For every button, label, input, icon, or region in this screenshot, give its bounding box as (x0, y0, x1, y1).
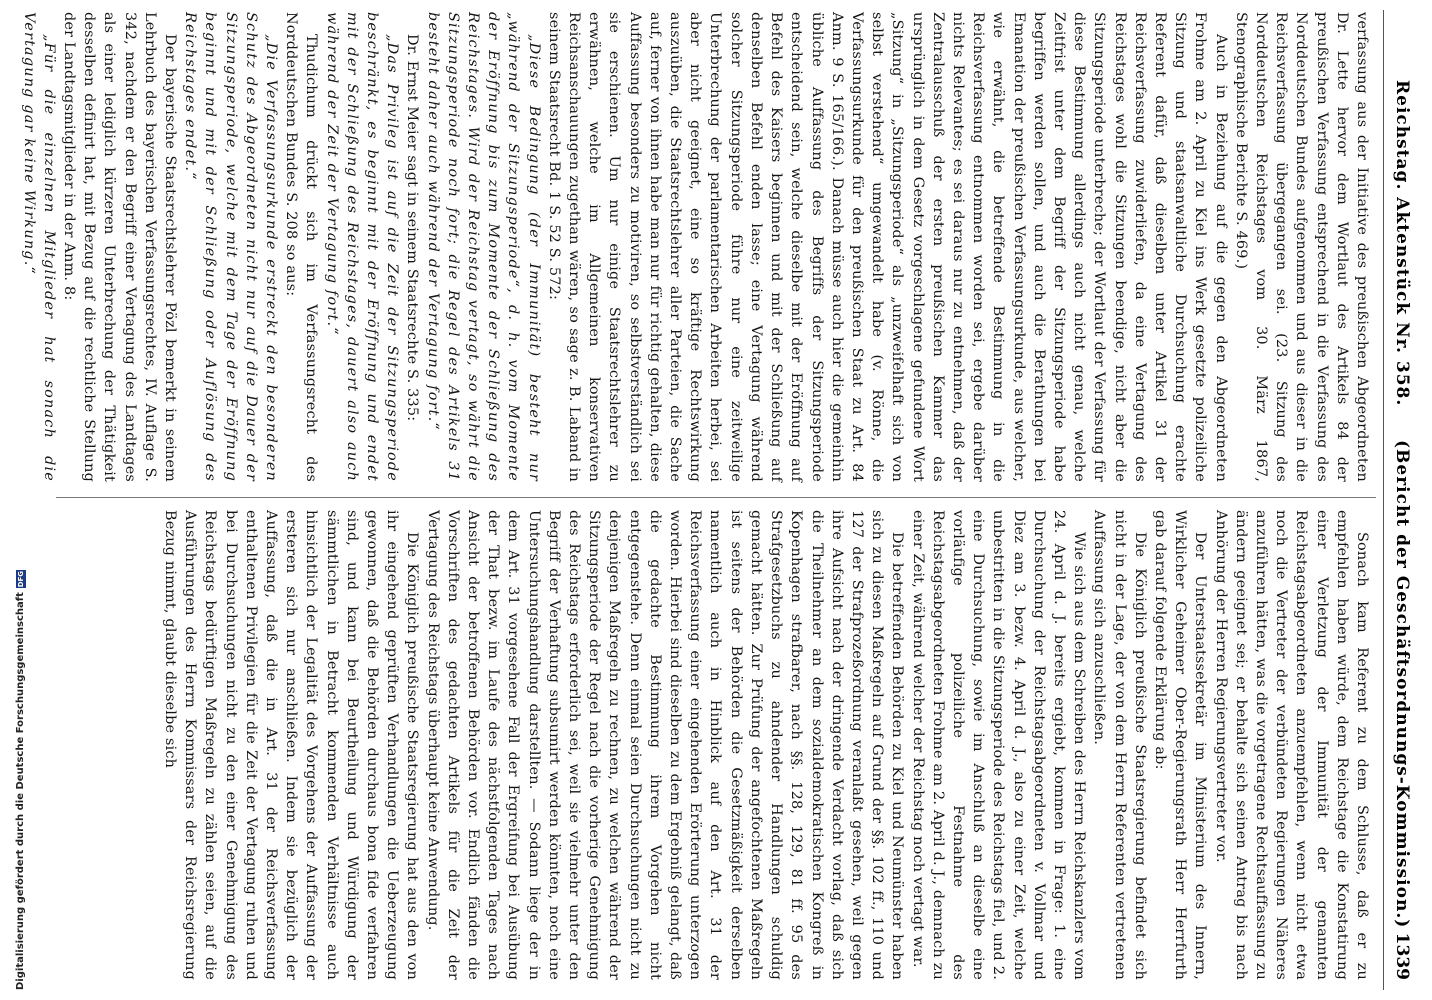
quotation-paragraph: „Diese Bedingung (der Immunität) besteht nur „während der Sitzungsperiode“, d. h. vom Momente der Eröffnung bis zum Momente der Schließung des Reichstages. Wird der Reichstag vertagt, so währt die Sitzungsperiode noch fort; die Regel des Artikels 31 besteht daher auch während der Vertagung fort.“ (424, 12, 542, 482)
text-column-left (20, 12, 1372, 482)
text-column-right (47, 510, 1372, 980)
column-divider (56, 497, 1376, 498)
credit-text: Digitalisierung gefördert durch die Deutsche Forschungsgemeinschaft (15, 592, 26, 990)
paragraph: Die betreffenden Behörden zu Kiel und Neumünster haben sich zu diesen Maßregeln auf Grund der §§. 102 ff., 110 und 127 der Strafprozeßordnung veranlaßt gesehen, weil gegen ihre Aufsicht nach der dringende Verdacht vorlag, daß sich die Theilnehmer an dem sozialdemokratischen Kongreß in Kopenhagen strafbarer, nach §§. 128, 129, 81 ff. 95 des Strafgesetzbuchs zu ahndender Handlungen schuldig gemacht hätten. Zur Prüfung der angefochtenen Maßregeln ist seitens der Behörden die Gesetzmäßigkeit derselben namentlich auch in Hinblick auf den Art. 31 der Reichsverfassung einer eingehenden Erörterung unterzogen worden. Hierbei sind dieselben zu dem Ergebniß gelangt, daß die gedachte Bestimmung ihrem Vorgehen nicht entgegenstehe. Denn einmal seien Durchsuchungen nicht zu denjenigen Maßregeln zu rechnen, zu welchen während der Sitzungsperiode der Regel nach die vorherige Genehmigung des Reichstags erforderlich sei, weil sie vielmehr unter den Begriff der Verhaftung subsumirt werden könnten, noch eine Untersuchungshandlung darstellten. — Sodann liege der in dem Art. 31 vorgesehene Fall der Ergreifung bei Ausübung der That bezw. im Laufe des nächstfolgenden Tages nach Ansicht der betroffenen Behörden vor. Endlich fänden die Vorschriften des gedachten Artikels für die Zeit der Vertagung des Reichstags überhaupt keine Anwendung. (424, 510, 906, 980)
quotation-paragraph: „Für die einzelnen Mitglieder hat sonach die Vertagung gar keine Wirkung.“ (20, 12, 57, 482)
paragraph: Die Königlich preußische Staatsregierung hat aus den von ihr eingehend geprüften Verhandlungen die Ueberzeugung gewonnen, daß die Behörden durchaus bona fide verfahren sind, und kann bei Beurtheilung und Würdigung der sämmtlichen in Betracht kommenden Verhältnisse auch hinsichtlich der Legalität des Vorgehens der Auffassung der ersteren sich nur anschließen. Indem sie bezüglich der Auffassung, daß die in Art. 31 der Reichsverfassung enthaltenen Privilegien für die Zeit der Vertagung ruhen und bei Durchsuchungen nicht zu den einer Genehmigung des Reichstags bedürftigen Maßregeln zu zählen seien, auf die Ausführungen des Herrn Kommissars der Reichsregierung Bezug nimmt, glaubt dieselbe sich (162, 510, 421, 980)
header-rule (1383, 10, 1384, 990)
paragraph: Wie sich aus dem Schreiben des Herrn Reichskanzlers vom 24. April d. J. bereits ergiebt, kommen in Frage: 1. eine Durchsuchung der Reichstagsabgeordneten v. Vollmar und Diez am 3. bezw. 4. April d. J., also zu einer Zeit, welche unbestritten in die Sitzungsperiode des Reichstags fiel, und 2. eine Durchsuchung, sowie im Anschluß an dieselbe eine vorläufige polizeiliche Festnahme des Reichstagsabgeordneten Frohme am 2. April d. J., demnach zu einer Zeit, während welcher der Reichstag noch vertagt war. (909, 510, 1088, 980)
page-number: 1339 (1392, 932, 1412, 980)
paragraph: Auch in Beziehung auf die gegen den Abgeordneten Frohme am 2. April zu Kiel ins Werk gesetzte polizeiliche Sitzung und staatsanwaltliche Durchsuchung erachte Referent dafür, daß dieselben unter Artikel 31 der Reichsverfassung zuwiderliefen, da eine Vertagung des Reichstages wohl die Sitzungen beendige, nicht aber die Sitzungsperiode unterbreche; der Wortlaut der Verfassung für diese Bestimmung allerdings auch nicht genau, welche Zeitfrist unter dem Begriff der Sitzungsperiode habe begriffen werden sollen, und auch die Berathungen bei Emanation der preußischen Verfassungsurkunde, aus welcher, wie erwähnt, die betreffende Bestimmung in die Reichsverfassung entnommen worden sei, ergebe darüber nichts Relevantes; es sei daraus nur zu entnehmen, daß der Zentralausschuß der ersten preußischen Kammer das ursprünglich in dem Gesetz vorgeschlagene gefundene Wort „Sitzung“ in „Sitzungsperiode“ als „unzweifelhaft sich von selbst verstehend“ umgewandelt habe (v. Rönne, die Verfassungsurkunde für den preußischen Staat zu Art. 84 Anm. 9 S. 165/166.). Danach müsse auch hier die gemeinhin übliche Auffassung des Begriffs der Sitzungsperiode entscheidend sein, welche dieselbe mit der Eröffnung auf Befehl des Kaisers beginnen und mit der Schließung auf denselben Befehl enden lasse; eine Vertagung während solcher Sitzungsperiode führe nur eine zeitweilige Unterbrechung der parlamentarischen Arbeiten herbei, sei aber nicht geeignet, eine so kräftige Rechtswirkung auszuüben, die Staatsrechtslehrer aller Parteien, die Sache auf, ferner von ihnen habe man nur für richtig gehalten, diese Auffassung besonders zu motiviren, so selbstverständlich sei sie erschienen. Um nur einige Staatsrechtslehrer zu erwähnen, welche im Allgemeinen konservativen Reichsanschauungen zugethan wären, so sage z. B. Laband in seinem Staatsrecht Bd. 1 S. 52 S. 572: (545, 12, 1229, 482)
dfg-logo-icon: DFG (16, 570, 25, 588)
quotation-paragraph: „Das Privileg ist auf die Zeit der Sitzungsperiode beschränkt, es beginnt mit der Eröffnung und endet mit der Schließung des Reichstages, dauert also auch während der Zeit der Vertagung fort.“ (323, 12, 401, 482)
paragraph: Thudichum drückt sich im Verfassungsrecht des Norddeutschen Bundes S. 208 so aus: (283, 12, 320, 482)
paragraph: Der bayerische Staatsrechtslehrer Pözl bemerkt in seinem Lehrbuch des bayerischen Verfassungsrechtes, IV. Auflage S. 342, nachdem er den Begriff einer Vertagung des Landtages als einer lediglich kürzeren Unterbrechung der Thätigkeit desselben definirt hat, mit Bezug auf die rechtliche Stellung der Landtagsmitglieder in der Anm. 8: (61, 12, 179, 482)
header-document-title: Reichstag. Aktenstück Nr. 358. (1392, 80, 1412, 407)
paragraph: Die Königlich preußische Staatsregierung befindet sich nicht in der Lage, der von dem Herrn Referenten vertretenen Auffassung sich anzuschließen. (1091, 510, 1148, 980)
header-section-title: (Bericht der Geschäftsordnungs-Kommission.) (1392, 440, 1412, 929)
paragraph: Der Unterstaatssekretär im Ministerium des Innern, Wirklicher Geheimer Ober-Regierungsrath Herr Herrfurth gab darauf folgende Erklärung ab: (1151, 510, 1209, 980)
paragraph: Dr. Ernst Meier sagt in seinem Staatsrechte S. 335: (404, 34, 421, 422)
quotation-paragraph: „Die Verfassungsurkunde erstreckt den besonderen Schutz des Abgeordneten nicht nur auf die Dauer der Sitzungsperiode, welche mit dem Tage der Eröffnung beginnt und mit der Schließung oder Auflösung des Reichstages endet.“ (182, 12, 280, 482)
paragraph: Sonach kam Referent zu dem Schlusse, daß er zu empfehlen haben würde, dem Reichstage die Konstatirung einer Verletzung der Immunität der genannten Reichstagsabgeordneten anzuempfehlen, wenn nicht etwa noch die Vertreter der verbündeten Regierungen Näheres anzuführen hätten, was die vorgetragene Rechtsauffassung zu ändern geeignet sei; er behalte sich seinen Antrag bis nach Anhörung der Herren Regierungsvertreter vor. (1212, 510, 1370, 980)
page-header (1384, 10, 1418, 990)
digitization-credit (15, 570, 26, 990)
paragraph: verfassung aus der Initiative des preußischen Abgeordneten Dr. Lette hervor dem Wortlaut des Artikels 84 der preußischen Verfassung entsprechend in die Verfassung des Norddeutschen Bundes aufgenommen und aus dieser in die Reichsverfassung übergegangen sei. (23. Sitzung des Norddeutschen Reichstages vom 30. März 1867, Stenographische Berichte S. 469.) (1232, 12, 1370, 482)
